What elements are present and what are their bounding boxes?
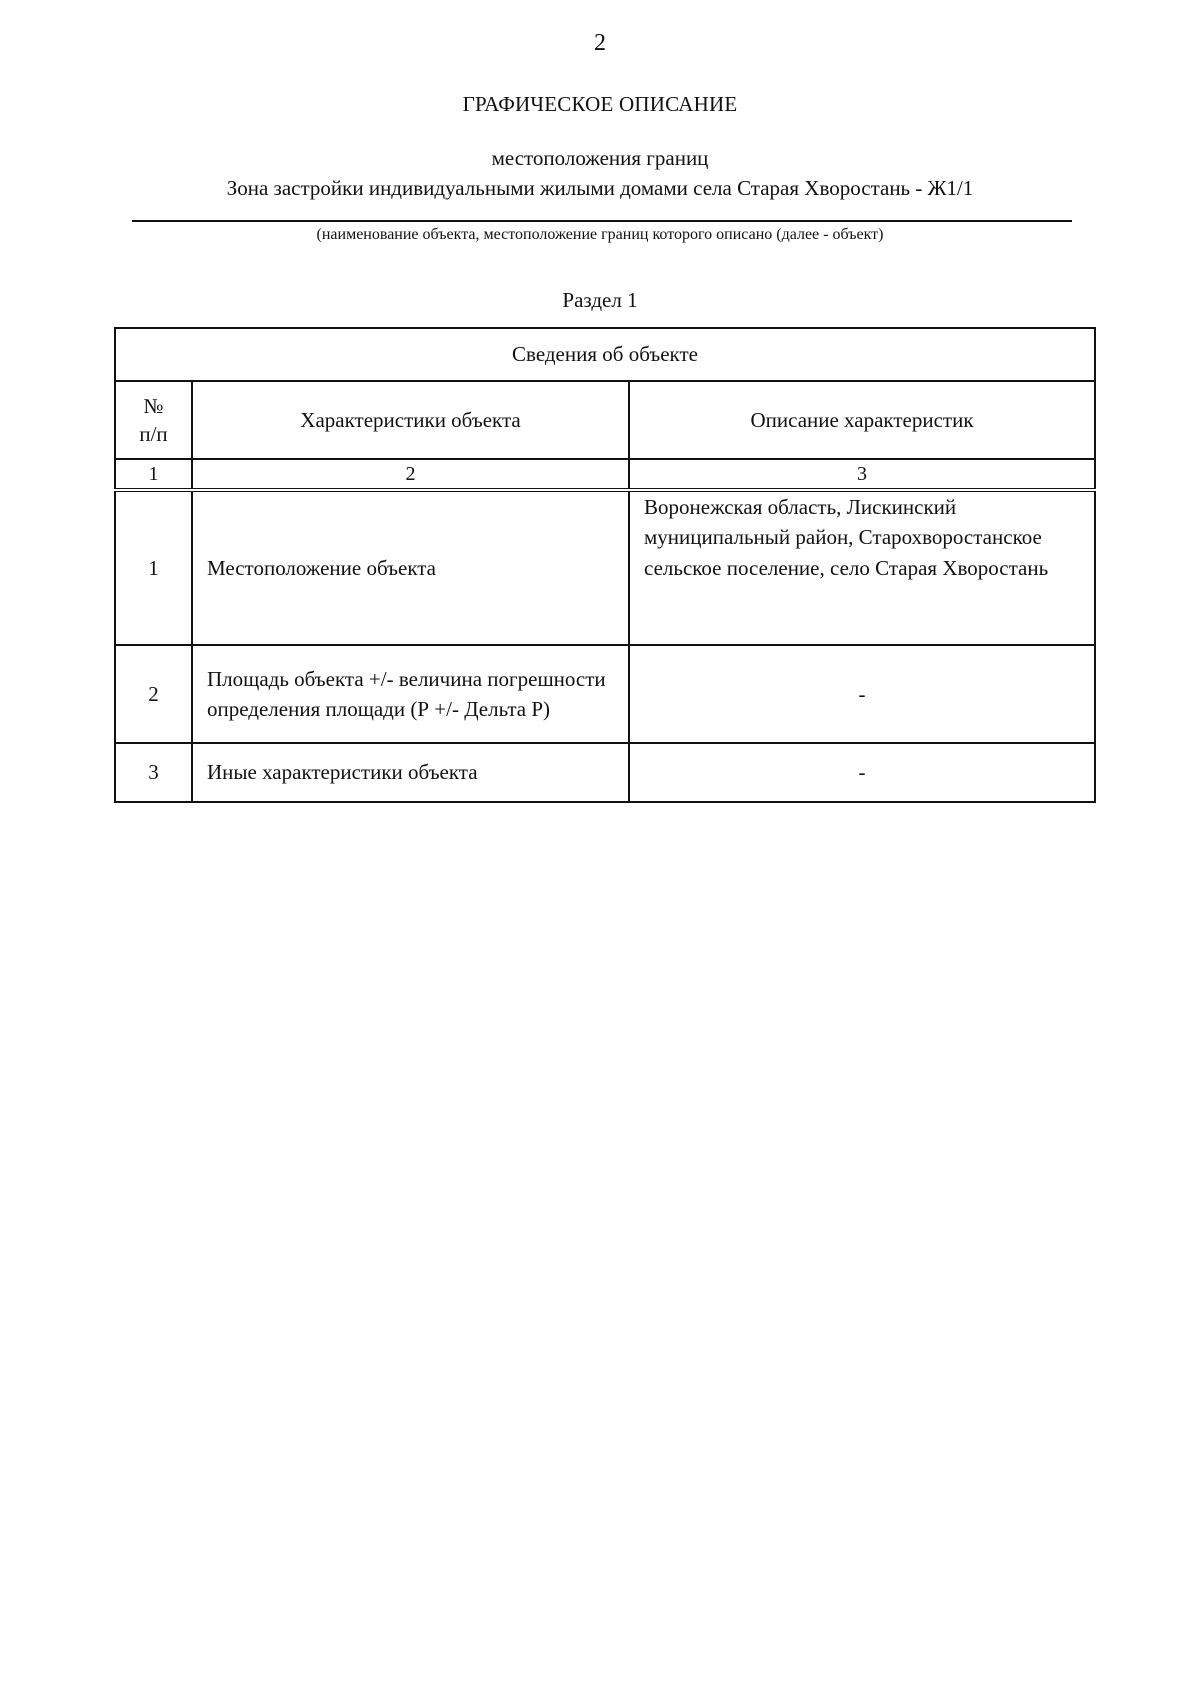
table-row — [115, 490, 1095, 645]
row-number: 1 — [115, 490, 192, 645]
row-number: 2 — [115, 645, 192, 743]
object-name-caption: (наименование объекта, местоположение границ которого описано (далее - объект) — [316, 226, 884, 243]
row-number: 3 — [115, 743, 192, 802]
row-characteristic: Площадь объекта +/- величина погрешности определения площади (Р +/- Дельта Р) — [192, 645, 629, 743]
table-header-row — [115, 381, 1095, 459]
object-name: Зона застройки индивидуальными жилыми домами села Старая Хворостань - Ж1/1 — [226, 176, 974, 200]
row-characteristic: Местоположение объекта — [192, 490, 629, 645]
table-row — [115, 743, 1095, 802]
header-num-symbol: № — [143, 393, 164, 418]
object-info-table — [114, 327, 1096, 803]
column-index: 2 — [192, 459, 629, 490]
header-num-label: п/п — [139, 422, 168, 446]
document-subtitle: местоположения границ — [491, 146, 709, 170]
table-caption: Сведения об объекте — [115, 328, 1095, 381]
section-title: Раздел 1 — [562, 288, 638, 312]
header-description: Описание характеристик — [629, 381, 1095, 459]
document-title: ГРАФИЧЕСКОЕ ОПИСАНИЕ — [462, 92, 738, 116]
row-description: Воронежская область, Лискинский муниципальный район, Старохворостанское сельское поселение, село Старая Хворостань — [629, 490, 1095, 645]
header-characteristics: Характеристики объекта — [192, 381, 629, 459]
column-index: 3 — [629, 459, 1095, 490]
table-caption-row — [115, 328, 1095, 381]
row-description: - — [629, 743, 1095, 802]
row-characteristic: Иные характеристики объекта — [192, 743, 629, 802]
object-name-underline — [132, 220, 1072, 222]
column-index-row — [115, 459, 1095, 490]
table-row — [115, 645, 1095, 743]
column-index: 1 — [115, 459, 192, 490]
header-num — [115, 381, 192, 459]
page-number: 2 — [594, 30, 606, 56]
row-description: - — [629, 645, 1095, 743]
